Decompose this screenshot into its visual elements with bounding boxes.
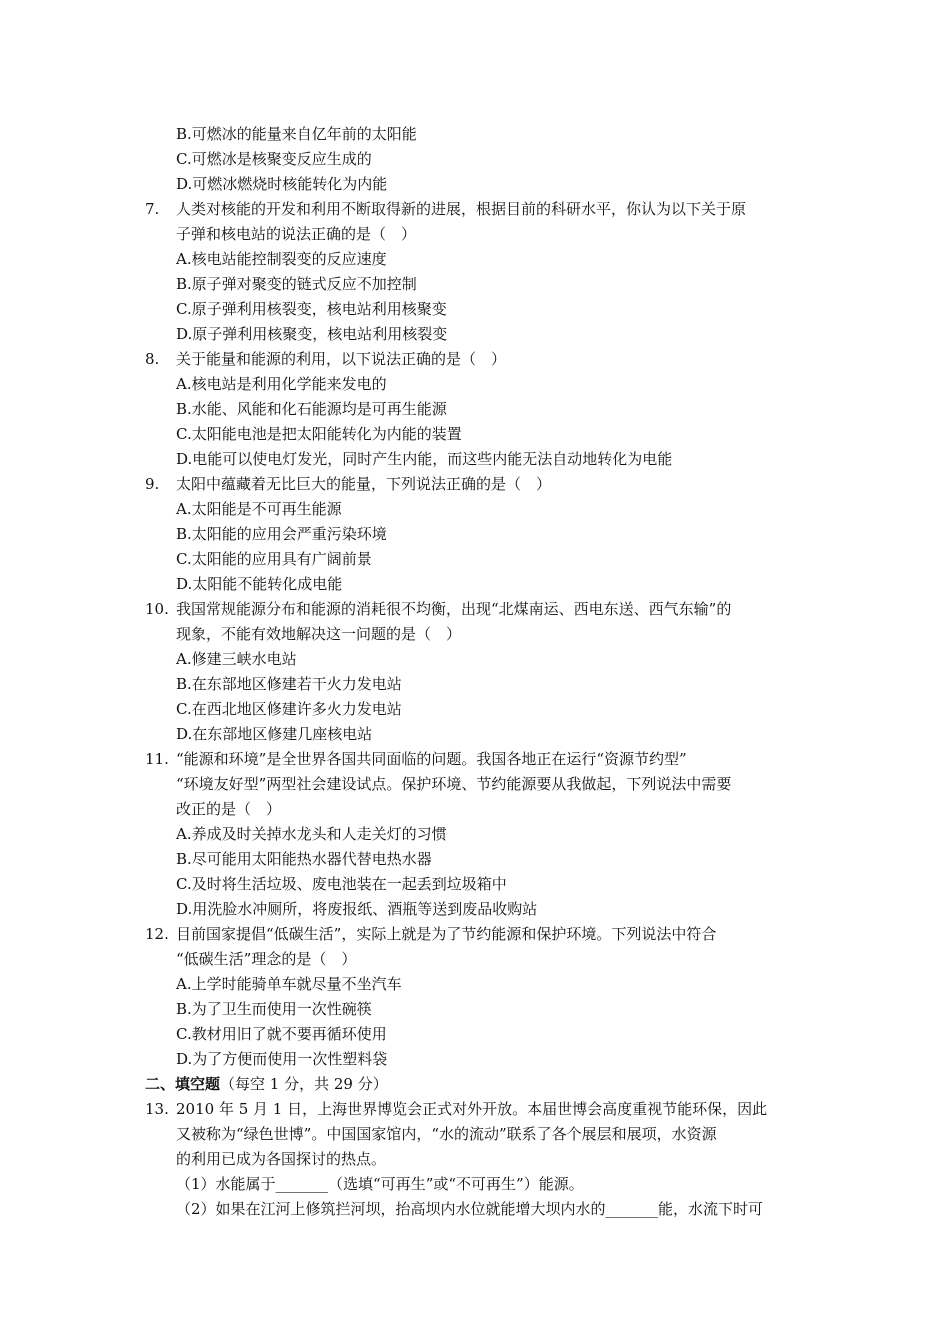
question-text-cont: 又被称为“绿色世博”。中国国家馆内，“水的流动”联系了各个展层和展项，水资源 <box>176 1125 717 1143</box>
question-number: 12. <box>145 925 169 943</box>
question-text-cont: “环境友好型”两型社会建设试点。保护环境、节约能源要从我做起，下列说法中需要 <box>176 775 732 793</box>
section-heading <box>0 1072 950 1097</box>
question-12-stem <box>0 922 950 947</box>
question-text: 太阳中蕴藏着无比巨大的能量，下列说法正确的是（ ） <box>176 475 552 493</box>
section-scoring-note: （每空 1 分，共 29 分） <box>220 1075 388 1093</box>
option-c: C.太阳能的应用具有广阔前景 <box>176 550 372 568</box>
option-c: C.原子弹利用核裂变，核电站利用核聚变 <box>176 300 447 318</box>
option-b: B.太阳能的应用会严重污染环境 <box>176 525 387 543</box>
question-text: 我国常规能源分布和能源的消耗很不均衡，出现“北煤南运、西电东送、西气东输”的 <box>176 600 732 618</box>
question-number: 11. <box>145 750 169 768</box>
sub-question-1: （1）水能属于_______（选填“可再生”或“不可再生”）能源。 <box>176 1175 584 1193</box>
option-c: C.教材用旧了就不要再循环使用 <box>176 1025 387 1043</box>
option-a: A.核电站是利用化学能来发电的 <box>176 375 387 393</box>
question-number: 9. <box>145 475 160 493</box>
option-d: D.用洗脸水冲厕所，将废报纸、酒瓶等送到废品收购站 <box>176 900 538 918</box>
question-8-stem <box>0 347 950 372</box>
q6-option-d: D.可燃冰燃烧时核能转化为内能 <box>176 175 388 193</box>
question-text: 2010 年 5 月 1 日，上海世界博览会正式对外开放。本届世博会高度重视节能环保，因此 <box>176 1100 768 1118</box>
question-number: 13. <box>145 1100 169 1118</box>
question-13-stem <box>0 1097 950 1122</box>
option-a: A.核电站能控制裂变的反应速度 <box>176 250 387 268</box>
option-b: B.原子弹对聚变的链式反应不加控制 <box>176 275 417 293</box>
option-d: D.为了方便而使用一次性塑料袋 <box>176 1050 388 1068</box>
option-b: B.为了卫生而使用一次性碗筷 <box>176 1000 372 1018</box>
question-number: 8. <box>145 350 160 368</box>
sub-question-2: （2）如果在江河上修筑拦河坝，抬高坝内水位就能增大坝内水的_______能，水流下时可 <box>176 1200 764 1218</box>
option-d: D.电能可以使电灯发光，同时产生内能，而这些内能无法自动地转化为电能 <box>176 450 673 468</box>
option-b: B.水能、风能和化石能源均是可再生能源 <box>176 400 447 418</box>
question-text-cont: “低碳生活”理念的是（ ） <box>176 950 357 968</box>
option-a: A.太阳能是不可再生能源 <box>176 500 342 518</box>
question-number: 10. <box>145 600 169 618</box>
section-title: 二、填空题 <box>145 1075 221 1093</box>
question-9-stem <box>0 472 950 497</box>
question-text: 目前国家提倡“低碳生活”，实际上就是为了节约能源和保护环境。下列说法中符合 <box>176 925 717 943</box>
question-text: 关于能量和能源的利用，以下说法正确的是（ ） <box>176 350 507 368</box>
question-text-cont: 子弹和核电站的说法正确的是（ ） <box>176 225 417 243</box>
q6-option-b: B.可燃冰的能量来自亿年前的太阳能 <box>176 125 417 143</box>
question-10-stem <box>0 597 950 622</box>
option-a: A.修建三峡水电站 <box>176 650 297 668</box>
option-c: C.在西北地区修建许多火力发电站 <box>176 700 402 718</box>
option-d: D.原子弹利用核聚变，核电站利用核裂变 <box>176 325 448 343</box>
option-b: B.在东部地区修建若干火力发电站 <box>176 675 402 693</box>
option-c: C.太阳能电池是把太阳能转化为内能的装置 <box>176 425 462 443</box>
option-d: D.太阳能不能转化成电能 <box>176 575 343 593</box>
question-7-stem <box>0 197 950 222</box>
option-d: D.在东部地区修建几座核电站 <box>176 725 373 743</box>
exam-page <box>0 122 950 1222</box>
question-text-cont: 现象，不能有效地解决这一问题的是（ ） <box>176 625 462 643</box>
question-number: 7. <box>145 200 160 218</box>
option-c: C.及时将生活垃圾、废电池装在一起丢到垃圾箱中 <box>176 875 507 893</box>
question-text: “能源和环境”是全世界各国共同面临的问题。我国各地正在运行“资源节约型” <box>176 750 687 768</box>
option-b: B.尽可能用太阳能热水器代替电热水器 <box>176 850 432 868</box>
question-text: 人类对核能的开发和利用不断取得新的进展，根据目前的科研水平，你认为以下关于原 <box>176 200 747 218</box>
option-a: A.上学时能骑单车就尽量不坐汽车 <box>176 975 402 993</box>
option-a: A.养成及时关掉水龙头和人走关灯的习惯 <box>176 825 447 843</box>
question-text-cont: 改正的是（ ） <box>176 800 282 818</box>
question-11-stem <box>0 747 950 772</box>
q6-option-c: C.可燃冰是核聚变反应生成的 <box>176 150 372 168</box>
question-text-cont: 的利用已成为各国探讨的热点。 <box>176 1150 387 1168</box>
